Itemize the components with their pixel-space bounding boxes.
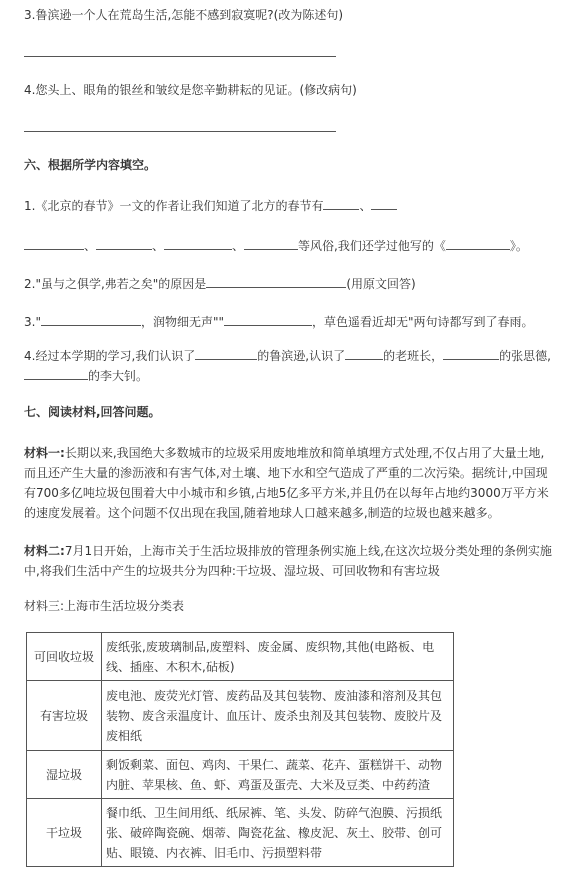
fill-q1-mid: 等风俗,我们还学过他写的《 bbox=[298, 239, 446, 253]
fill-blank[interactable] bbox=[41, 312, 141, 326]
fill-q4-mid1: 的鲁滨逊,认识了 bbox=[257, 349, 346, 363]
material-1-text: 长期以来,我国绝大多数城市的垃圾采用废地堆放和简单填埋方式处理,不仅占用了大量土地,而且还产生大量的渗沥液和有害气体,对土壤、地下水和空气造成了严重的二次污染。据统计,中国现有700多亿吨垃圾包围着大中小城市和乡镇,占地5亿多平方米,并且仍在以每年占地约3000万平方米的速度发展着。这个问题不仅出现在我国,随着地球人口越来越多,制造的垃圾也越来越多。 bbox=[24, 446, 549, 520]
fill-blank[interactable] bbox=[244, 236, 298, 250]
category-items: 餐巾纸、卫生间用纸、纸尿裤、笔、头发、防碎气泡膜、污损纸张、破碎陶瓷碗、烟蒂、陶瓷花盆、橡皮泥、灰土、胶带、创可贴、眼镜、内衣裤、旧毛巾、污损塑料带 bbox=[102, 799, 454, 867]
fill-q4-end: 的李大钊。 bbox=[88, 369, 149, 383]
fill-q2-end: (用原文回答) bbox=[346, 277, 416, 291]
fill-blank[interactable] bbox=[345, 346, 383, 360]
waste-classification-table bbox=[26, 632, 454, 867]
fill-q4-mid2: 的老班长， bbox=[383, 349, 444, 363]
fill-blank[interactable] bbox=[446, 236, 510, 250]
separator: 、 bbox=[152, 239, 165, 253]
fill-q2-text: 2."虽与之俱学,弗若之矣"的原因是 bbox=[24, 277, 207, 291]
category-name: 可回收垃圾 bbox=[27, 633, 102, 681]
fill-blank[interactable] bbox=[323, 196, 359, 210]
separator: 、 bbox=[359, 199, 372, 213]
fill-blank[interactable] bbox=[224, 312, 312, 326]
fill-q4-mid3: 的张思德, bbox=[499, 349, 551, 363]
fill-blank[interactable] bbox=[24, 236, 84, 250]
fill-blank[interactable] bbox=[96, 236, 152, 250]
category-items: 剩饭剩菜、面包、鸡肉、干果仁、蔬菜、花卉、蛋糕饼干、动物内脏、苹果核、鱼、虾、鸡蛋及蛋壳、大米及豆类、中药药渣 bbox=[102, 751, 454, 799]
fill-q3-mid1: ，润物细无声"" bbox=[140, 315, 225, 329]
category-name: 湿垃圾 bbox=[27, 751, 102, 799]
material-1-label: 材料一: bbox=[24, 446, 65, 460]
material-2-label: 材料二: bbox=[24, 544, 65, 558]
category-name: 有害垃圾 bbox=[27, 681, 102, 751]
fill-q4-start: 4.经过本学期的学习,我们认识了 bbox=[24, 349, 196, 363]
section-7-heading: 七、阅读材料,回答问题。 bbox=[24, 405, 161, 419]
table-row bbox=[27, 799, 454, 867]
separator: 、 bbox=[84, 239, 97, 253]
fill-question-3 bbox=[24, 312, 534, 330]
fill-blank[interactable] bbox=[371, 196, 397, 210]
fill-question-4 bbox=[24, 346, 554, 386]
question-3-rewrite: 3.鲁滨逊一个人在荒岛生活,怎能不感到寂寞呢?(改为陈述句) bbox=[24, 8, 343, 22]
fill-question-1-line-1 bbox=[24, 196, 397, 214]
category-name: 干垃圾 bbox=[27, 799, 102, 867]
answer-line-3[interactable] bbox=[24, 56, 336, 57]
fill-q3-mid2: ，草色遥看近却无"两句诗都写到了春雨。 bbox=[312, 315, 534, 329]
table-row bbox=[27, 751, 454, 799]
material-2 bbox=[24, 541, 554, 581]
material-1 bbox=[24, 443, 554, 523]
category-items: 废纸张,废玻璃制品,废塑料、废金属、废织物,其他(电路板、电线、插座、木积木,砧板) bbox=[102, 633, 454, 681]
table-row bbox=[27, 633, 454, 681]
material-3-title: 材料三:上海市生活垃圾分类表 bbox=[24, 599, 185, 613]
table-row bbox=[27, 681, 454, 751]
fill-q1-end: 》。 bbox=[509, 239, 528, 253]
fill-blank[interactable] bbox=[195, 346, 257, 360]
fill-q1-text: 1.《北京的春节》一文的作者让我们知道了北方的春节有 bbox=[24, 199, 324, 213]
fill-blank[interactable] bbox=[443, 346, 499, 360]
question-4-correct-sentence: 4.您头上、眼角的银丝和皱纹是您辛勤耕耘的见证。(修改病句) bbox=[24, 83, 357, 97]
fill-question-1-line-2 bbox=[24, 236, 528, 254]
answer-line-4[interactable] bbox=[24, 131, 336, 132]
fill-q3-start: 3." bbox=[24, 315, 41, 329]
fill-question-2 bbox=[24, 274, 416, 292]
fill-blank[interactable] bbox=[24, 366, 88, 380]
section-6-heading: 六、根据所学内容填空。 bbox=[24, 158, 157, 172]
category-items: 废电池、废荧光灯管、废药品及其包装物、废油漆和溶剂及其包装物、废含汞温度计、血压计、废杀虫剂及其包装物、废胶片及废相纸 bbox=[102, 681, 454, 751]
material-2-text: 7月1日开始，上海市关于生活垃圾排放的管理条例实施上线,在这次垃圾分类处理的条例实施中,将我们生活中产生的垃圾共分为四种:干垃圾、湿垃圾、可回收物和有害垃圾 bbox=[24, 544, 552, 578]
fill-blank[interactable] bbox=[206, 274, 346, 288]
separator: 、 bbox=[232, 239, 245, 253]
fill-blank[interactable] bbox=[164, 236, 232, 250]
